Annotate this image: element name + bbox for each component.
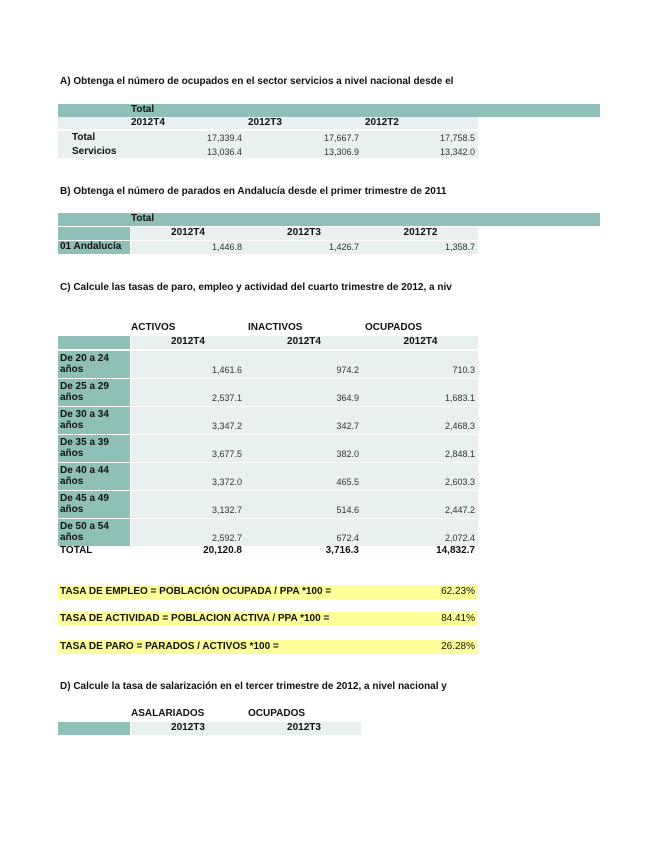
table-c-cell: 1,683.1	[444, 393, 475, 403]
table-c-cell: 2,537.1	[211, 393, 242, 403]
table-a-cell: 13,306.9	[323, 147, 359, 157]
table-b-period-3: 2012T2	[403, 227, 438, 238]
formula-actividad	[58, 612, 478, 626]
table-c-cell: 364.9	[336, 393, 359, 403]
table-c-cell: 974.2	[336, 365, 359, 375]
table-a-cell: 17,667.7	[323, 133, 359, 143]
question-c: C) Calcule las tasas de paro, empleo y actividad del cuarto trimestre de 2012, a niv	[60, 282, 452, 293]
table-b-cell: 1,426.7	[328, 242, 359, 252]
question-d: D) Calcule la tasa de salarización en el tercer trimestre de 2012, a nivel nacional y	[60, 681, 447, 692]
table-b-cell: 1,358.7	[444, 242, 475, 252]
table-a-period-1: 2012T4	[131, 117, 165, 128]
table-c-period-2: 2012T4	[287, 336, 321, 347]
table-c-cell: 710.3	[452, 365, 475, 375]
formula-value: 62.23%	[441, 586, 475, 597]
formula-value: 84.41%	[441, 613, 475, 624]
table-a-cell: 17,339.4	[206, 133, 242, 143]
table-d-corner	[58, 722, 130, 735]
question-a: A) Obtenga el número de ocupados en el sector servicios a nivel nacional desde el	[60, 76, 454, 87]
table-d-period-1: 2012T3	[171, 722, 205, 733]
table-c-cell: 514.6	[336, 505, 359, 515]
col-ocupados-d: OCUPADOS	[248, 708, 306, 719]
table-c-cell: 2,072.4	[444, 533, 475, 543]
table-c-period-3: 2012T4	[403, 336, 438, 347]
table-c-cell: 2,592.7	[211, 533, 242, 543]
table-c-cell: 3,347.2	[211, 421, 242, 431]
table-a-period-3: 2012T2	[365, 117, 399, 128]
col-inactivos: INACTIVOS	[248, 322, 303, 333]
table-c-row-label: De 25 a 29 años	[60, 381, 109, 403]
formula-empleo	[58, 585, 478, 599]
table-c-total-cell: 3,716.3	[325, 545, 359, 556]
table-c-period-1: 2012T4	[171, 336, 205, 347]
table-c-cell: 382.0	[336, 449, 359, 459]
table-b-period-2: 2012T3	[287, 227, 321, 238]
table-a-row-label: Total	[72, 132, 96, 143]
table-c-row-label: De 20 a 24 años	[60, 353, 109, 375]
table-c-cell: 2,468.3	[444, 421, 475, 431]
table-c-total-cell: 20,120.8	[203, 545, 242, 556]
table-d-period-2: 2012T3	[287, 722, 321, 733]
table-c-row-label: De 30 a 34 años	[60, 409, 109, 431]
formula-label: TASA DE ACTIVIDAD = POBLACION ACTIVA / PPA *100 =	[60, 613, 330, 624]
table-c-cell: 1,461.6	[211, 365, 242, 375]
table-c-cell: 3,372.0	[211, 477, 242, 487]
table-b-cell: 1,446.8	[211, 242, 242, 252]
table-a-total-label: Total	[131, 104, 155, 115]
table-a-row-label: Servicios	[72, 146, 117, 157]
table-b-period-1: 2012T4	[171, 227, 205, 238]
table-c-cell: 3,132.7	[211, 505, 242, 515]
table-a-cell: 17,758.5	[439, 133, 475, 143]
table-c-cell: 342.7	[336, 421, 359, 431]
table-c-cell: 2,603.3	[444, 477, 475, 487]
table-c-row-label: De 50 a 54 años	[60, 521, 109, 543]
table-c-row-label: De 45 a 49 años	[60, 493, 109, 515]
col-asalariados: ASALARIADOS	[131, 708, 205, 719]
table-c-row-label: De 40 a 44 años	[60, 465, 109, 487]
table-c-cell: 2,447.2	[444, 505, 475, 515]
table-c-cell: 3,677.5	[211, 449, 242, 459]
table-c-total-label: TOTAL	[60, 545, 93, 556]
col-activos: ACTIVOS	[131, 322, 176, 333]
table-c-corner	[58, 336, 130, 349]
table-b-corner	[58, 227, 130, 240]
formula-label: TASA DE PARO = PARADOS / ACTIVOS *100 =	[60, 641, 279, 652]
table-c-cell: 465.5	[336, 477, 359, 487]
table-a-period-2: 2012T3	[248, 117, 282, 128]
col-ocupados: OCUPADOS	[365, 322, 423, 333]
table-b-row-label: 01 Andalucía	[60, 241, 122, 252]
table-c-cell: 2,848.1	[444, 449, 475, 459]
table-a-cell: 13,036.4	[206, 147, 242, 157]
table-c-cell: 672.4	[336, 533, 359, 543]
table-a-cell: 13,342.0	[439, 147, 475, 157]
formula-value: 26.28%	[441, 641, 475, 652]
question-b: B) Obtenga el número de parados en Andalucía desde el primer trimestre de 2011	[60, 186, 447, 197]
table-b-total-label: Total	[131, 213, 155, 224]
table-c-row-label: De 35 a 39 años	[60, 437, 109, 459]
table-c-total-cell: 14,832.7	[436, 545, 475, 556]
formula-paro	[58, 640, 478, 654]
formula-label: TASA DE EMPLEO = POBLACIÓN OCUPADA / PPA *100 =	[60, 586, 332, 597]
